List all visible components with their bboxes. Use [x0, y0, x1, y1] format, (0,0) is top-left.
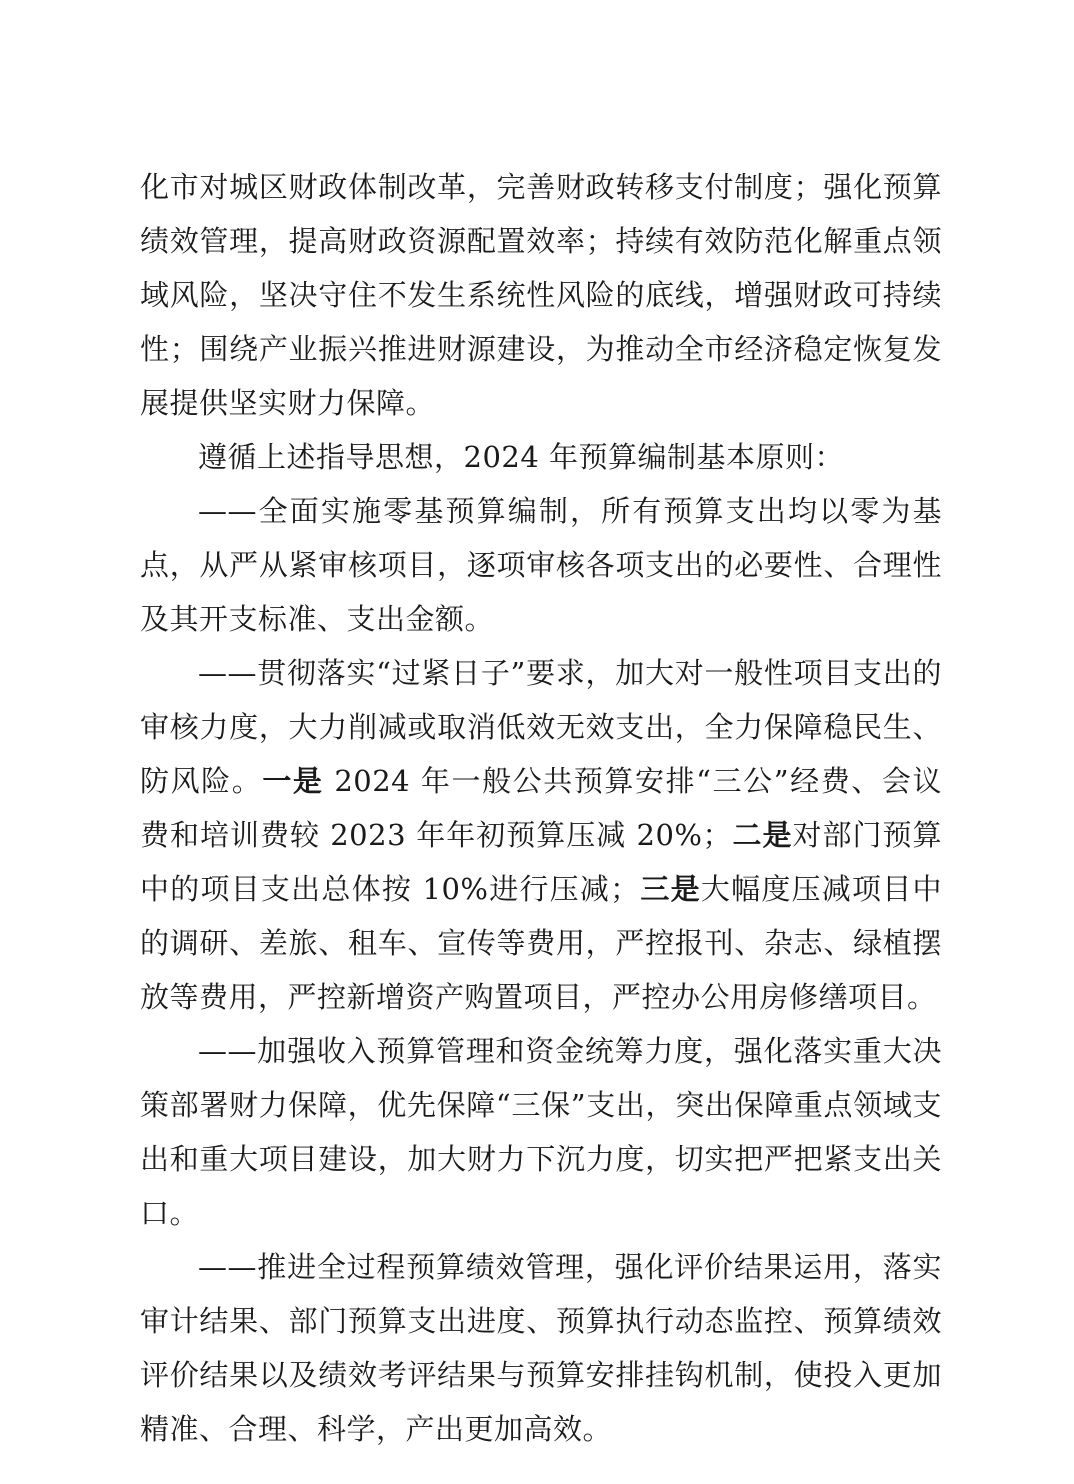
- document-body: [140, 160, 942, 1456]
- bold-label-second: 二是: [731, 818, 793, 852]
- paragraph-text: 大幅度压减项目中的调研、差旅、租车、宣传等费用，严控报刊、杂志、绿植摆放等费用，严控新增资产购置项目，严控办公用房修缮项目。: [140, 872, 942, 1014]
- paragraph-principle-austerity: [140, 646, 942, 1024]
- paragraph-text: 2024 年一般公共预算安排“三公”经费、会议费和培训费较 2023 年年初预算压减 20%；: [140, 764, 942, 852]
- paragraph-text: ——贯彻落实“过紧日子”要求，加大对一般性项目支出的审核力度，大力削减或取消低效无效支出，全力保障稳民生、防风险。: [140, 656, 942, 798]
- paragraph-text: ——加强收入预算管理和资金统筹力度，强化落实重大决策部署财力保障，优先保障“三保”支出，突出保障重点领域支出和重大项目建设，加大财力下沉力度，切实把严把紧支出关口。: [140, 1034, 942, 1230]
- paragraph-principle-zero-based: [140, 484, 942, 646]
- paragraph-principle-revenue: [140, 1024, 942, 1240]
- bold-label-first: 一是: [262, 764, 324, 798]
- paragraph-text: ——全面实施零基预算编制，所有预算支出均以零为基点，从严从紧审核项目，逐项审核各项支出的必要性、合理性及其开支标准、支出金额。: [140, 494, 942, 636]
- paragraph-text: 化市对城区财政体制改革，完善财政转移支付制度；强化预算绩效管理，提高财政资源配置效率；持续有效防范化解重点领域风险，坚决守住不发生系统性风险的底线，增强财政可持续性；围绕产业振兴推进财源建设，为推动全市经济稳定恢复发展提供坚实财力保障。: [140, 170, 942, 420]
- bold-label-third: 三是: [639, 872, 701, 906]
- paragraph-principle-performance: [140, 1240, 942, 1456]
- paragraph-intro-continuation: [140, 160, 942, 430]
- paragraph-text: ——推进全过程预算绩效管理，强化评价结果运用，落实审计结果、部门预算支出进度、预算执行动态监控、预算绩效评价结果以及绩效考评结果与预算安排挂钩机制，使投入更加精准、合理、科学，产出更加高效。: [140, 1250, 942, 1446]
- paragraph-principles-heading: [140, 430, 942, 484]
- paragraph-text: 遵循上述指导思想，2024 年预算编制基本原则：: [198, 440, 845, 474]
- paragraph-text: 对部门预算中的项目支出总体按 10%进行压减；: [140, 818, 942, 906]
